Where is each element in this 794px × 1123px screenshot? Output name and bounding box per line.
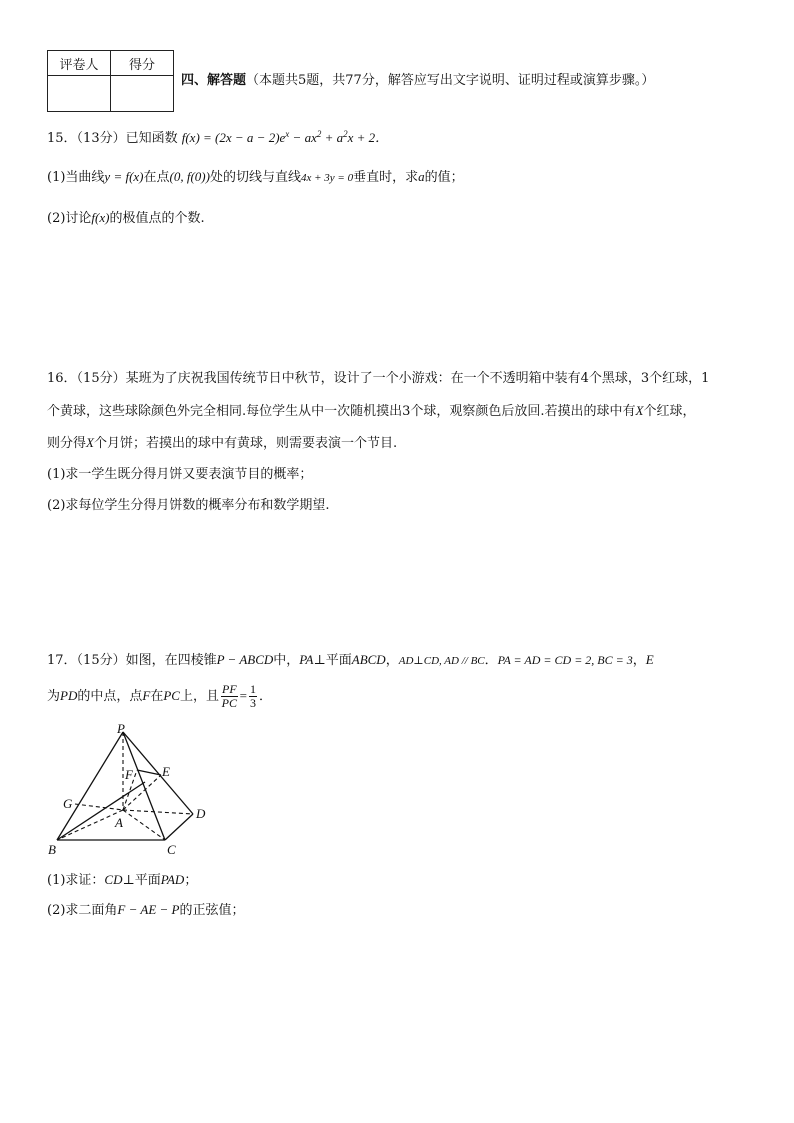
score-table-cell-score[interactable] [111, 76, 174, 112]
q15-part2: (2)讨论f(x)的极值点的个数. [47, 210, 205, 226]
q16-part1: (1)求一学生既分得月饼又要表演节目的概率； [47, 467, 313, 482]
label-g: G [63, 796, 73, 811]
edge-ad [123, 810, 193, 814]
edge-pd [123, 732, 193, 814]
label-p: P [117, 722, 125, 736]
edge-pb [57, 732, 123, 840]
score-table [47, 50, 174, 112]
edge-cd [165, 814, 193, 840]
q15-part1: (1)当曲线y = f(x)在点(0, f(0))处的切线与直线4x + 3y = 0垂直时，求a的值； [47, 169, 464, 185]
fraction-one-third: $\frac{1}{3}$ [250, 682, 256, 710]
q17-part1: (1)求证：CD⊥平面PAD； [47, 872, 198, 888]
score-table-header-score: 得分 [111, 51, 174, 76]
q16-stem-line3: 则分得X个月饼；若摸出的球中有黄球，则需要表演一个节目. [47, 435, 398, 451]
fraction-pf-pc: $\frac{PF}{PC}$ [221, 682, 237, 710]
q16-part2: (2)求每位学生分得月饼数的概率分布和数学期望. [47, 498, 330, 513]
section-heading [181, 72, 654, 90]
label-f: F [125, 767, 133, 782]
section-title: 四、解答题 [181, 73, 247, 88]
label-b: B [48, 842, 56, 857]
label-a: A [115, 815, 123, 830]
label-d: D [196, 806, 206, 821]
label-e: E [162, 764, 170, 779]
q17-stem-line1: 17．（15分）如图，在四棱锥P − ABCD中，PA⊥平面ABCD，AD⊥CD, AD // BC．PA = AD = CD = 2, BC = 3，E [47, 652, 654, 668]
q15-stem [47, 125, 388, 148]
q15-function: $f(x) = (2x - a - 2)e^x - ax^2 + a^2x + 2$． [181, 129, 389, 145]
q17-part2: (2)求二面角F − AE − P的正弦值； [47, 902, 245, 918]
q15-number: 15．（13分）已知函数 [47, 131, 178, 146]
q17-stem-line2: 为PD的中点，点F在PC上，且 $\frac{PF}{PC}$ = $\frac{1}{3}$ ． [47, 682, 273, 710]
score-table-header-grader: 评卷人 [48, 51, 111, 76]
section-note: （本题共5题，共77分，解答应写出文字说明、证明过程或演算步骤。） [246, 73, 655, 88]
score-table-cell-grader[interactable] [48, 76, 111, 112]
pyramid-figure [45, 722, 220, 862]
edge-pc [123, 732, 165, 840]
q16-stem-line2: 个黄球，这些球除颜色外完全相同.每位学生从中一次随机摸出3个球，观察颜色后放回.若摸出的球中有X个红球， [47, 403, 696, 419]
q16-stem-line1: 16．（15分）某班为了庆祝我国传统节日中秋节，设计了一个小游戏：在一个不透明箱中装有4个黑球，3个红球，1 [47, 371, 710, 386]
segment-g-a [75, 804, 123, 810]
label-c: C [167, 842, 176, 857]
